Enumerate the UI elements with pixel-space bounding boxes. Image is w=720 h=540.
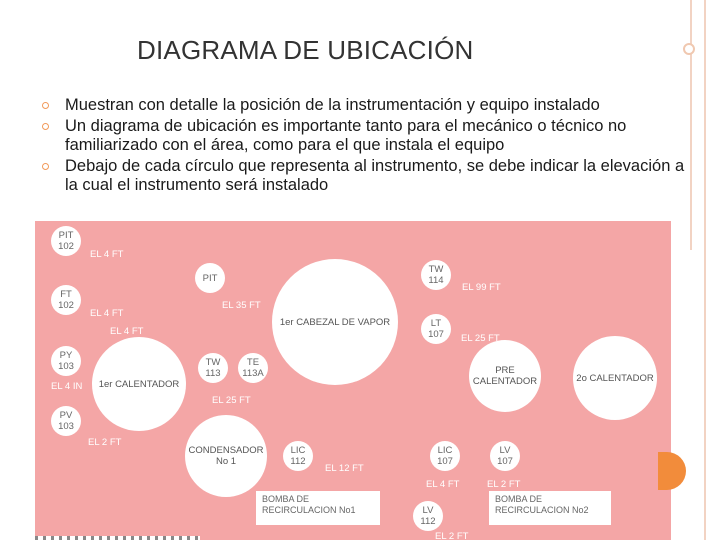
instrument-tag: LT bbox=[430, 318, 442, 329]
instrument-tag: TW bbox=[205, 357, 221, 368]
instrument-number: 112 bbox=[420, 516, 436, 527]
decorative-strip bbox=[35, 536, 200, 540]
instrument-lv-107 bbox=[490, 441, 520, 471]
instrument-tag: PV bbox=[59, 410, 73, 421]
instrument-pit bbox=[195, 263, 225, 293]
equipment-label: CONDENSADOR No 1 bbox=[188, 445, 264, 467]
instrument-number: 112 bbox=[290, 456, 306, 467]
elevation-label: EL 2 FT bbox=[88, 437, 122, 448]
instrument-number: 113A bbox=[242, 368, 264, 379]
elevation-label: EL 99 FT bbox=[462, 282, 501, 293]
instrument-tag: TE bbox=[246, 357, 260, 368]
instrument-number: 102 bbox=[58, 241, 74, 252]
equipment-label: 1er CABEZAL DE VAPOR bbox=[279, 316, 391, 328]
instrument-pv-103 bbox=[51, 406, 81, 436]
pump-recirculacion-1 bbox=[256, 491, 380, 525]
instrument-number: 107 bbox=[437, 456, 453, 467]
instrument-tag: LIC bbox=[437, 445, 453, 456]
decorative-rail-top bbox=[690, 0, 692, 250]
elevation-label: EL 12 FT bbox=[325, 463, 364, 474]
decorative-rail bbox=[704, 0, 706, 540]
elevation-label: EL 4 FT bbox=[90, 308, 124, 319]
elevation-label: EL 35 FT bbox=[222, 300, 261, 311]
instrument-lv-112 bbox=[413, 501, 443, 531]
elevation-label: EL 4 IN bbox=[51, 381, 83, 392]
instrument-tag: LV bbox=[422, 505, 434, 516]
bullet-item bbox=[40, 96, 690, 116]
location-diagram bbox=[35, 221, 671, 540]
elevation-label: EL 4 FT bbox=[426, 479, 460, 490]
bullet-text: Un diagrama de ubicación es importante tanto para el mecánico o técnico no familiarizado con el área, como para el que instala el equipo bbox=[65, 116, 627, 154]
equipment-label: PRE CALENTADOR bbox=[472, 365, 538, 387]
bullet-list bbox=[40, 96, 690, 197]
bullet-item bbox=[40, 117, 690, 156]
pump-recirculacion-2 bbox=[489, 491, 611, 525]
elevation-label: EL 2 FT bbox=[435, 531, 469, 540]
instrument-tag: FT bbox=[60, 289, 72, 300]
pump-label-line2: RECIRCULACION No1 bbox=[262, 504, 356, 515]
elevation-label: EL 25 FT bbox=[461, 333, 500, 344]
instrument-tag: LIC bbox=[290, 445, 306, 456]
instrument-tag: PIT bbox=[202, 272, 218, 284]
instrument-lic-107 bbox=[430, 441, 460, 471]
instrument-number: 103 bbox=[58, 361, 74, 372]
instrument-number: 107 bbox=[428, 329, 444, 340]
instrument-py-103 bbox=[51, 346, 81, 376]
elevation-label: EL 25 FT bbox=[212, 395, 251, 406]
instrument-tag: TW bbox=[428, 264, 444, 275]
pump-label-line1: BOMBA DE bbox=[495, 494, 543, 504]
instrument-number: 103 bbox=[58, 421, 74, 432]
bullet-text: Debajo de cada círculo que representa al instrumento, se debe indicar la elevación a la cual el instrumento será instalado bbox=[65, 156, 685, 194]
bullet-text: Muestran con detalle la posición de la instrumentación y equipo instalado bbox=[65, 96, 600, 114]
instrument-te-113a bbox=[238, 353, 268, 383]
decorative-accent bbox=[658, 452, 686, 490]
equipment-cabezal-de-vapor bbox=[272, 259, 398, 385]
elevation-label: EL 4 FT bbox=[110, 326, 144, 337]
equipment-label: 1er CALENTADOR bbox=[98, 378, 180, 390]
instrument-number: 113 bbox=[205, 368, 221, 379]
instrument-number: 107 bbox=[497, 456, 513, 467]
equipment-1er-calentador bbox=[92, 337, 186, 431]
equipment-precalentador bbox=[469, 340, 541, 412]
elevation-label: EL 4 FT bbox=[90, 249, 124, 260]
bullet-icon bbox=[42, 123, 49, 130]
equipment-2o-calentador bbox=[573, 336, 657, 420]
decorative-rail-dot bbox=[683, 43, 695, 55]
instrument-number: 102 bbox=[58, 300, 74, 311]
instrument-tw-114 bbox=[421, 260, 451, 290]
instrument-lic-112 bbox=[283, 441, 313, 471]
bullet-icon bbox=[42, 163, 49, 170]
equipment-label: 2o CALENTADOR bbox=[576, 372, 654, 384]
instrument-tag: PY bbox=[59, 350, 73, 361]
instrument-tag: PIT bbox=[58, 230, 74, 241]
bullet-item bbox=[40, 157, 690, 196]
slide-title: DIAGRAMA DE UBICACIÓN bbox=[137, 35, 474, 65]
elevation-label: EL 2 FT bbox=[487, 479, 521, 490]
instrument-tw-113 bbox=[198, 353, 228, 383]
bullet-icon bbox=[42, 102, 49, 109]
instrument-tag: LV bbox=[499, 445, 511, 456]
instrument-lt-107 bbox=[421, 314, 451, 344]
instrument-number: 114 bbox=[428, 275, 444, 286]
instrument-pit-102 bbox=[51, 226, 81, 256]
pump-label-line1: BOMBA DE bbox=[262, 494, 310, 504]
instrument-ft-102 bbox=[51, 285, 81, 315]
equipment-condensador bbox=[185, 415, 267, 497]
pump-label-line2: RECIRCULACION No2 bbox=[495, 504, 589, 515]
